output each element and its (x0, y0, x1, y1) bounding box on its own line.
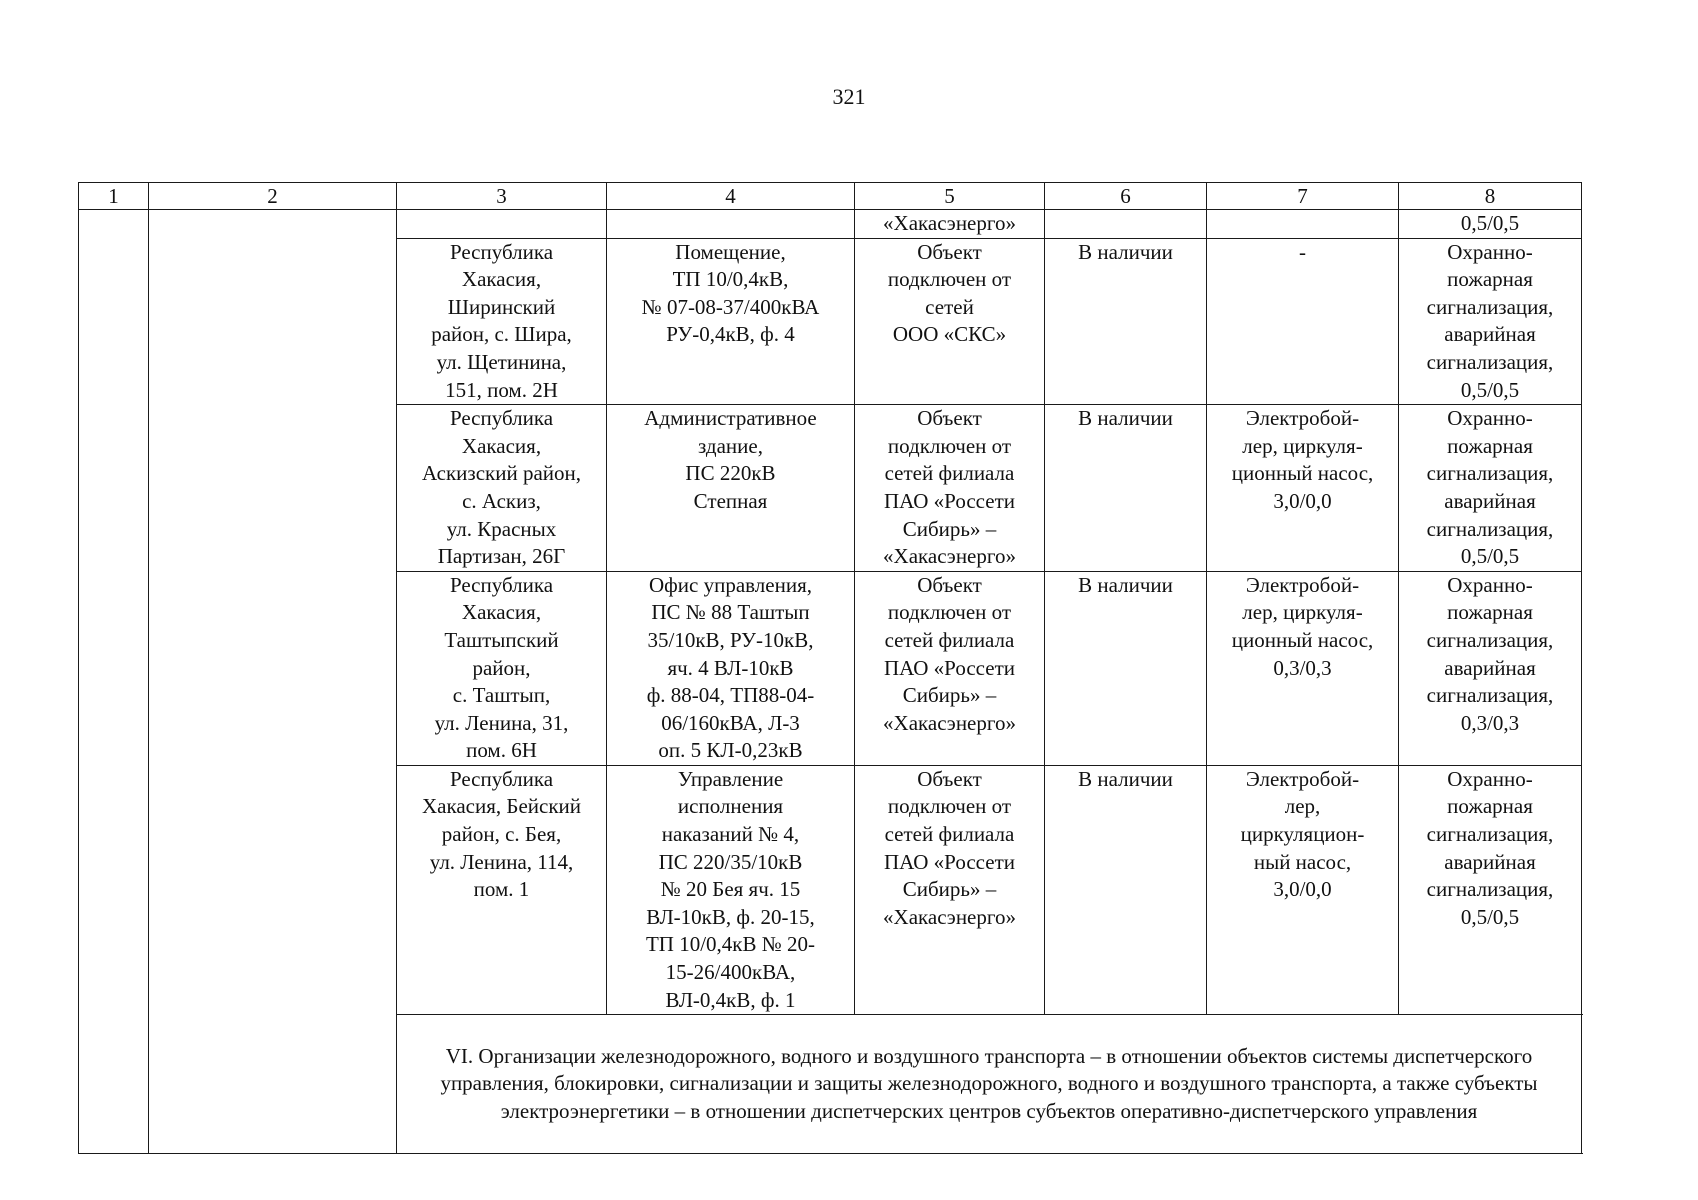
column-number-6: 6 (1045, 183, 1207, 210)
column-number-8: 8 (1399, 183, 1582, 210)
alarm-cell: Охранно- пожарная сигнализация, аварийная сигнализация, 0,3/0,3 (1399, 571, 1582, 765)
column-number-5: 5 (855, 183, 1045, 210)
address-cell: Республика Хакасия, Аскизский район, с. Аскиз, ул. Красных Партизан, 26Г (397, 405, 607, 572)
connection-cell: Объект подключен от сетей ООО «СКС» (855, 238, 1045, 405)
connection-cell: Объект подключен от сетей филиала ПАО «Россети Сибирь» – «Хакасэнерго» (855, 405, 1045, 572)
equipment-cell: Электробой- лер, циркуляцион- ный насос, 3,0/0,0 (1207, 765, 1399, 1014)
continuation-col8: 0,5/0,5 (1399, 210, 1582, 239)
address-cell: Республика Хакасия, Ширинский район, с. Шира, ул. Щетинина, 151, пом. 2Н (397, 238, 607, 405)
continuation-col4 (607, 210, 855, 239)
column-number-3: 3 (397, 183, 607, 210)
address-cell: Республика Хакасия, Бейский район, с. Бея, ул. Ленина, 114, пом. 1 (397, 765, 607, 1014)
section-heading-cell (397, 1015, 1582, 1154)
column-number-4: 4 (607, 183, 855, 210)
backup-cell: В наличии (1045, 405, 1207, 572)
equipment-cell: Электробой- лер, циркуля- ционный насос, 0,3/0,3 (1207, 571, 1399, 765)
column-number-1: 1 (79, 183, 149, 210)
alarm-cell: Охранно- пожарная сигнализация, аварийная сигнализация, 0,5/0,5 (1399, 405, 1582, 572)
continuation-col3 (397, 210, 607, 239)
alarm-cell: Охранно- пожарная сигнализация, аварийная сигнализация, 0,5/0,5 (1399, 765, 1582, 1014)
section-heading: VI. Организации железнодорожного, водного и воздушного транспорта – в отношении объектов системы диспетчерского управления, блокировки, сигнализации и защиты железнодорожного, водного и воздушного транспорта, а также субъекты электроэнергетики – в отношении диспетчерских центров субъектов оперативно-диспетчерского управления (440, 1043, 1538, 1123)
connection-cell: Объект подключен от сетей филиала ПАО «Россети Сибирь» – «Хакасэнерго» (855, 765, 1045, 1014)
col1-merged-cell (79, 210, 149, 1154)
object-cell: Офис управления, ПС № 88 Таштып 35/10кВ, РУ-10кВ, яч. 4 ВЛ-10кВ ф. 88-04, ТП88-04- 06/160кВА, Л-3 оп. 5 КЛ-0,23кВ (607, 571, 855, 765)
backup-cell: В наличии (1045, 238, 1207, 405)
alarm-cell: Охранно- пожарная сигнализация, аварийная сигнализация, 0,5/0,5 (1399, 238, 1582, 405)
column-number-7: 7 (1207, 183, 1399, 210)
col2-merged-cell (149, 210, 397, 1154)
object-cell: Административное здание, ПС 220кВ Степная (607, 405, 855, 572)
equipment-cell: - (1207, 238, 1399, 405)
data-table (78, 182, 1582, 1154)
backup-cell: В наличии (1045, 571, 1207, 765)
backup-cell: В наличии (1045, 765, 1207, 1014)
page-number: 321 (832, 84, 866, 109)
continuation-col6 (1045, 210, 1207, 239)
address-cell: Республика Хакасия, Таштыпский район, с. Таштып, ул. Ленина, 31, пом. 6Н (397, 571, 607, 765)
continuation-col7 (1207, 210, 1399, 239)
column-number-row (79, 183, 1582, 210)
continuation-row (79, 210, 1582, 239)
object-cell: Помещение, ТП 10/0,4кВ, № 07-08-37/400кВА РУ-0,4кВ, ф. 4 (607, 238, 855, 405)
column-number-2: 2 (149, 183, 397, 210)
connection-cell: Объект подключен от сетей филиала ПАО «Россети Сибирь» – «Хакасэнерго» (855, 571, 1045, 765)
object-cell: Управление исполнения наказаний № 4, ПС 220/35/10кВ № 20 Бея яч. 15 ВЛ-10кВ, ф. 20-15, ТП 10/0,4кВ № 20- 15-26/400кВА, ВЛ-0,4кВ, ф. 1 (607, 765, 855, 1014)
equipment-cell: Электробой- лер, циркуля- ционный насос, 3,0/0,0 (1207, 405, 1399, 572)
continuation-col5: «Хакасэнерго» (855, 210, 1045, 239)
